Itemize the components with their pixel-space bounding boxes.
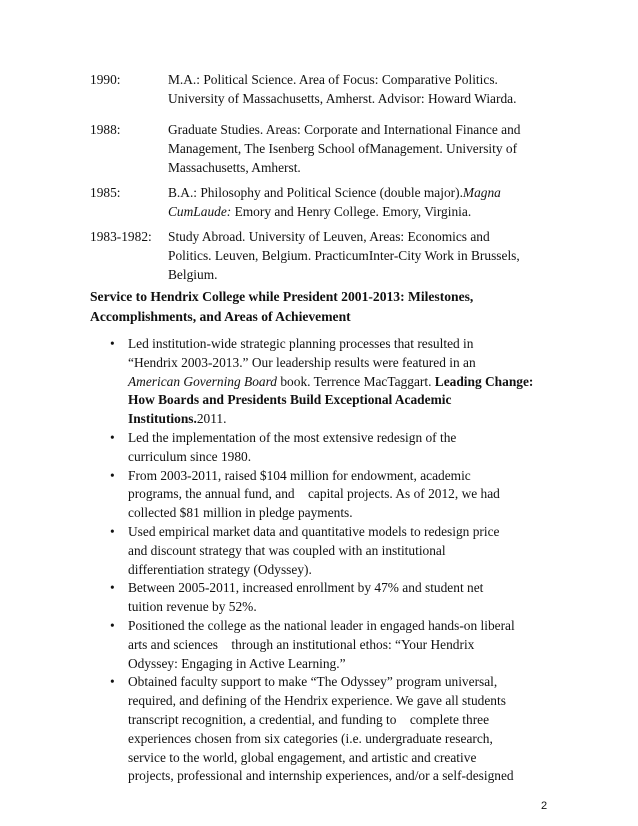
education-entry-1983-1982 [90,227,560,284]
entry-year: 1990: [90,72,121,87]
item-line: transcript recognition, a credential, and funding to complete three [128,711,490,727]
bullet-icon: • [110,429,115,445]
item-line: Obtained faculty support to make “The Odyssey” program universal, [128,674,498,690]
book-title: Institutions. [128,411,197,427]
entry-line: Politics. Leuven, Belgium. PracticumInter-City Work in Brussels, [168,248,520,263]
list-item [90,467,552,523]
list-item [90,617,552,673]
item-line: From 2003-2011, raised $104 million for endowment, academic [128,467,471,483]
degree-text: B.A.: Philosophy and Political Science (double major). [168,185,463,200]
entry-line: University of Massachusetts, Amherst. Advisor: Howard Wiarda. [168,91,517,106]
item-line: collected $81 million in pledge payments. [128,505,353,521]
item-line [128,373,552,392]
item-line: Between 2005-2011, increased enrollment by 47% and student net [128,580,484,596]
honors-text: CumLaude: [168,204,232,219]
bullet-icon: • [110,336,115,351]
item-line [128,410,552,429]
item-line: arts and sciences through an institutional ethos: “Your Hendrix [128,636,475,652]
bullet-icon: • [110,580,115,596]
heading-line: Accomplishments, and Areas of Achievement [90,308,351,324]
entry-year: 1983-1982: [90,229,152,244]
list-item [90,429,552,467]
item-line: tuition revenue by 52%. [128,599,257,615]
list-item [90,673,552,786]
entry-line [168,202,560,221]
entry-line: Study Abroad. University of Leuven, Areas: Economics and [168,229,490,244]
item-line: differentiation strategy (Odyssey). [128,561,312,577]
honors-text: Magna [462,185,501,200]
item-line: service to the world, global engagement, and artistic and creative [128,749,477,765]
school-text: Emory and Henry College. Emory, Virginia. [231,204,472,219]
list-item [90,579,552,617]
item-line: “Hendrix 2003-2013.” Our leadership results were featured in an [128,354,476,370]
section-heading [90,287,560,326]
list-item [90,523,552,579]
entry-line: Belgium. [168,267,218,282]
item-line: projects, professional and internship experiences, and/or a self-designed [128,768,514,784]
page-number: 2 [541,800,548,812]
list-item [90,335,552,429]
education-entry-1990 [90,70,560,108]
entry-line: M.A.: Political Science. Area of Focus: Comparative Politics. [168,72,498,87]
item-line: and discount strategy that was coupled with an institutional [128,542,446,558]
entry-line: Graduate Studies. Areas: Corporate and International Finance and [168,122,521,137]
entry-year: 1985: [90,185,121,200]
item-line: Led institution-wide strategic planning processes that resulted in [128,336,474,351]
bullet-icon: • [110,617,115,633]
book-title: How Boards and Presidents Build Exceptional Academic [128,392,452,408]
bullet-icon: • [110,674,115,690]
item-text: 2011. [196,411,227,427]
book-title: Leading Change: [434,373,534,389]
education-entry-1988 [90,120,560,177]
entry-year: 1988: [90,122,121,137]
entry-line: Massachusetts, Amherst. [168,160,301,175]
item-line: curriculum since 1980. [128,448,252,464]
item-line: Odyssey: Engaging in Active Learning.” [128,655,346,671]
entry-line [168,183,560,202]
item-line [128,391,552,410]
item-line: Led the implementation of the most extensive redesign of the [128,429,457,445]
heading-line: Service to Hendrix College while President 2001-2013: Milestones, [90,289,474,304]
item-line: experiences chosen from six categories (i.e. undergraduate research, [128,730,493,746]
item-line: Used empirical market data and quantitative models to redesign price [128,523,500,539]
entry-line: Management, The Isenberg School ofManagement. University of [168,141,518,156]
item-line: Positioned the college as the national leader in engaged hands-on liberal [128,617,515,633]
item-line: required, and defining of the Hendrix experience. We gave all students [128,693,506,709]
bullet-icon: • [110,523,115,539]
achievements-list [90,335,552,786]
item-line: programs, the annual fund, and capital projects. As of 2012, we had [128,486,500,502]
education-entry-1985 [90,183,560,221]
bullet-icon: • [110,467,115,483]
item-text: book. Terrence MacTaggart. [277,373,435,389]
publication-name: American Governing Board [128,373,278,389]
